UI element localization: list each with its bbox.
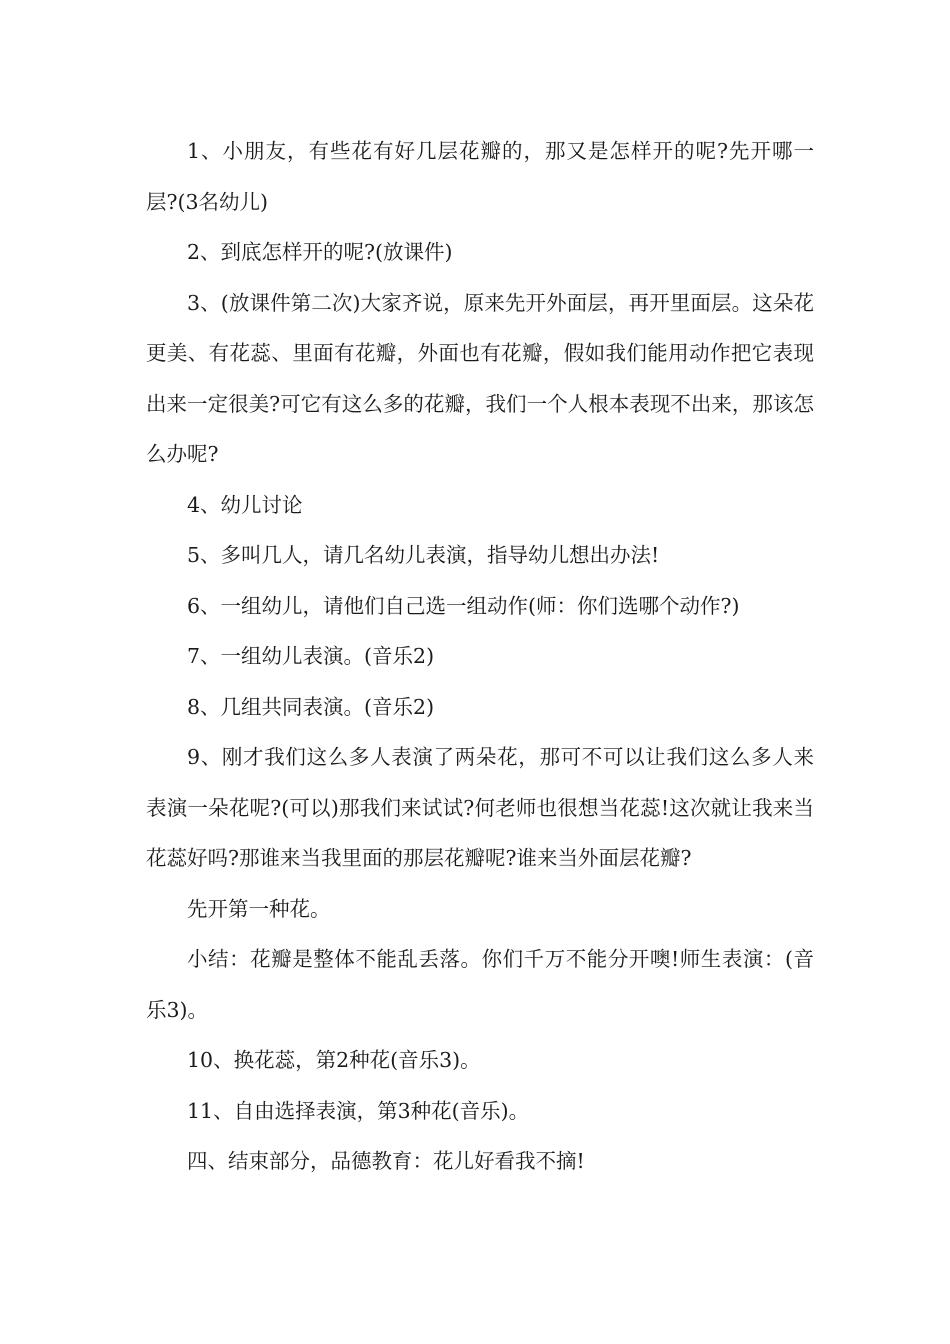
document-body [146, 126, 814, 1187]
paragraph-14: 四、结束部分，品德教育：花儿好看我不摘! [187, 1149, 585, 1173]
paragraph-2: 2、到底怎样开的呢?(放课件) [187, 240, 453, 264]
paragraph-13: 11、自由选择表演，第3种花(音乐)。 [187, 1098, 530, 1123]
paragraph-6: 6、一组幼儿，请他们自己选一组动作(师：你们选哪个动作?) [187, 593, 740, 618]
paragraph-5: 5、多叫几人，请几名幼儿表演，指导幼儿想出办法! [187, 543, 660, 567]
paragraph-1: 1、小朋友，有些花有好几层花瓣的，那又是怎样开的呢?先开哪一层?(3名幼儿) [146, 139, 814, 214]
paragraph-11: 小结：花瓣是整体不能乱丢落。你们千万不能分开噢!师生表演：(音乐3)。 [146, 947, 814, 1022]
paragraph-8: 8、几组共同表演。(音乐2) [187, 694, 435, 719]
paragraph-10: 先开第一种花。 [187, 896, 331, 921]
paragraph-9: 9、刚才我们这么多人表演了两朵花，那可不可以让我们这么多人来表演一朵花呢?(可以)那我们来试试?何老师也很想当花蕊!这次就让我来当花蕊好吗?那谁来当我里面的那层花瓣呢?谁来当外面层花瓣? [146, 745, 814, 870]
paragraph-12: 10、换花蕊，第2种花(音乐3)。 [187, 1048, 481, 1072]
paragraph-3: 3、(放课件第二次)大家齐说，原来先开外面层，再开里面层。这朵花更美、有花蕊、里面有花瓣，外面也有花瓣，假如我们能用动作把它表现出来一定很美?可它有这么多的花瓣，我们一个人根本表现不出来，那该怎么办呢? [146, 290, 814, 466]
paragraph-4: 4、幼儿讨论 [187, 492, 303, 517]
paragraph-7: 7、一组幼儿表演。(音乐2) [187, 644, 435, 668]
